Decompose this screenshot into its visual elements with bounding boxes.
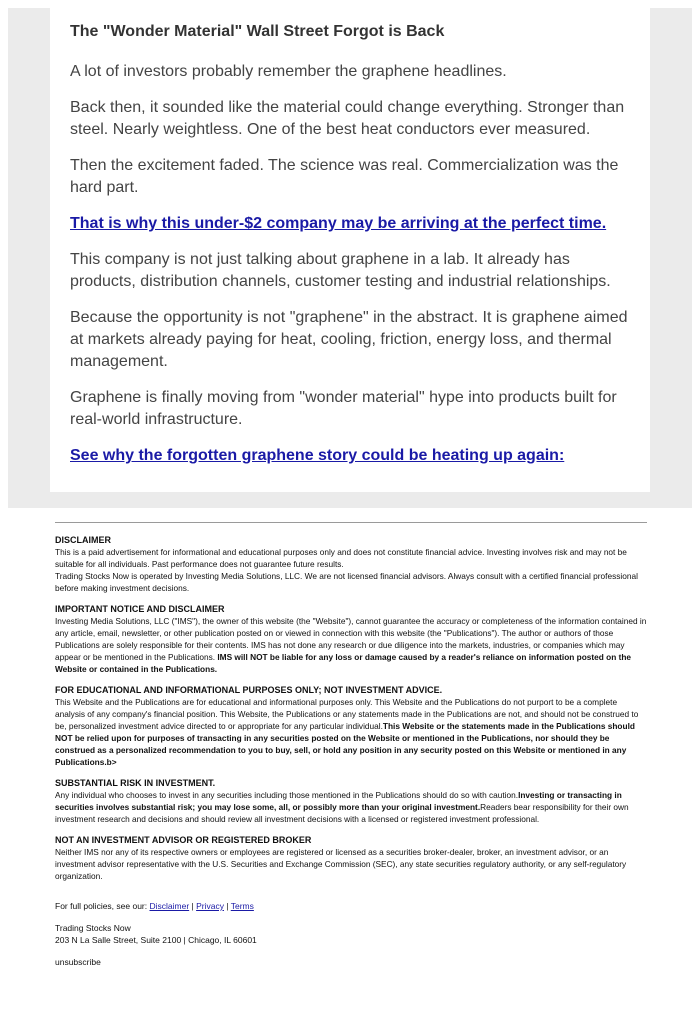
street-address: 203 N La Salle Street, Suite 2100 | Chicago, IL 60601 xyxy=(55,935,257,945)
link-separator: | xyxy=(189,901,197,911)
cta-link-primary[interactable]: That is why this under-$2 company may be arriving at the perfect time. xyxy=(70,215,607,232)
policy-links xyxy=(55,900,647,912)
paragraph-intro: A lot of investors probably remember the graphene headlines. xyxy=(70,63,507,80)
policy-prefix: For full policies, see our: xyxy=(55,901,150,911)
notice-text-bold: IMS will NOT be liable for any loss or damage caused by a reader's reliance on information posted on the Website or contained in the Publications. xyxy=(55,652,632,674)
disclaimer-text-1: This is a paid advertisement for informational and educational purposes only and does not constitute financial advice. Investing involves risk and may not be suitable for all individuals. Past performance does not guarantee future results. xyxy=(55,547,627,569)
risk-text-bold: Investing or transacting in securities involves substantial risk; you may lose some, all, or possibly more than your original investment. xyxy=(55,790,622,812)
link-separator: | xyxy=(223,901,231,911)
paragraph-background: Back then, it sounded like the material could change everything. Stronger than steel. Nearly weightless. One of the best heat conductors ever measured. xyxy=(70,99,625,138)
company-address xyxy=(55,922,647,946)
risk-text-1: Any individual who chooses to invest in any securities including those mentioned in the Publications should do so with caution. xyxy=(55,790,519,800)
email-content-card xyxy=(50,8,650,492)
disclaimer-link[interactable]: Disclaimer xyxy=(149,901,190,911)
terms-link[interactable]: Terms xyxy=(230,901,254,911)
cta-link-secondary[interactable]: See why the forgotten graphene story could be heating up again: xyxy=(70,447,565,464)
paragraph-excitement-faded: Then the excitement faded. The science was real. Commercialization was the hard part. xyxy=(70,157,619,196)
disclaimer-text xyxy=(55,546,647,594)
edu-text-bold: This Website or the statements made in the Publications should NOT be relied upon for purposes of transacting in any securities posted on the Website or mentioned in the Publications, nor should they be construed as a personalized recommendation to you to buy, sell, or hold any position in any security posted on this Website or mentioned in any Publications.b> xyxy=(55,721,635,767)
paragraph-opportunity: Because the opportunity is not "graphene" in the abstract. It is graphene aimed at markets already paying for heat, cooling, friction, energy loss, and thermal management. xyxy=(70,309,628,370)
risk-text-2: Readers bear responsibility for their own investment research and decisions and should review all investment decisions with a licensed or registered investment professional. xyxy=(55,802,629,824)
cta-link-secondary-wrap xyxy=(70,445,630,467)
notice-title: IMPORTANT NOTICE AND DISCLAIMER xyxy=(55,604,225,614)
privacy-link[interactable]: Privacy xyxy=(196,901,224,911)
notice-text-body: Investing Media Solutions, LLC ("IMS"), the owner of this website (the "Website"), cannot guarantee the accuracy or completeness of the information contained in any article, email, newsletter, or other publication posted on or viewed in connection with this website (the "Publications"). The author or authors of those Publications are solely responsible for their contents. IMS has not done any research or due diligence into the markets, industries, or companies which may appear or be mentioned in the Publications. xyxy=(55,616,647,662)
advisor-text: Neither IMS nor any of its respective owners or employees are registered or licensed as a securities broker-dealer, broker, an investment advisor, or an investment advisor representative with the U.S. Securities and Exchange Commission (SEC), any state securities regulatory authority, or any self-regulatory organization. xyxy=(55,847,627,881)
unsubscribe-link[interactable]: unsubscribe xyxy=(55,957,101,967)
paragraph-company: This company is not just talking about graphene in a lab. It already has products, distribution channels, customer testing and industrial relationships. xyxy=(70,251,611,290)
paragraph-hype: Graphene is finally moving from "wonder material" hype into products built for real-world infrastructure. xyxy=(70,389,617,428)
risk-title: SUBSTANTIAL RISK IN INVESTMENT. xyxy=(55,778,216,788)
edu-text xyxy=(55,696,647,768)
footer-divider xyxy=(55,522,647,523)
cta-link-primary-wrap xyxy=(70,213,630,235)
company-name: Trading Stocks Now xyxy=(55,923,131,933)
edu-text-body: This Website and the Publications are for educational and informational purposes only. This Website and the Publications do not purport to be a complete analysis of any company's financial position. This Website, the Publications or any statements made in the Publications are not, and should not be construed to be, personalized investment advice directed to or appropriate for any particular individual. xyxy=(55,697,639,731)
risk-text xyxy=(55,789,647,825)
email-footer xyxy=(55,522,647,968)
disclaimer-title: DISCLAIMER xyxy=(55,535,111,545)
advisor-title: NOT AN INVESTMENT ADVISOR OR REGISTERED BROKER xyxy=(55,835,312,845)
disclaimer-text-2: Trading Stocks Now is operated by Investing Media Solutions, LLC. We are not licensed financial advisors. Always consult with a certified financial professional before making investment decisions. xyxy=(55,571,638,593)
email-headline: The "Wonder Material" Wall Street Forgot is Back xyxy=(70,23,445,40)
edu-title: FOR EDUCATIONAL AND INFORMATIONAL PURPOSES ONLY; NOT INVESTMENT ADVICE. xyxy=(55,685,443,695)
notice-text xyxy=(55,615,647,675)
